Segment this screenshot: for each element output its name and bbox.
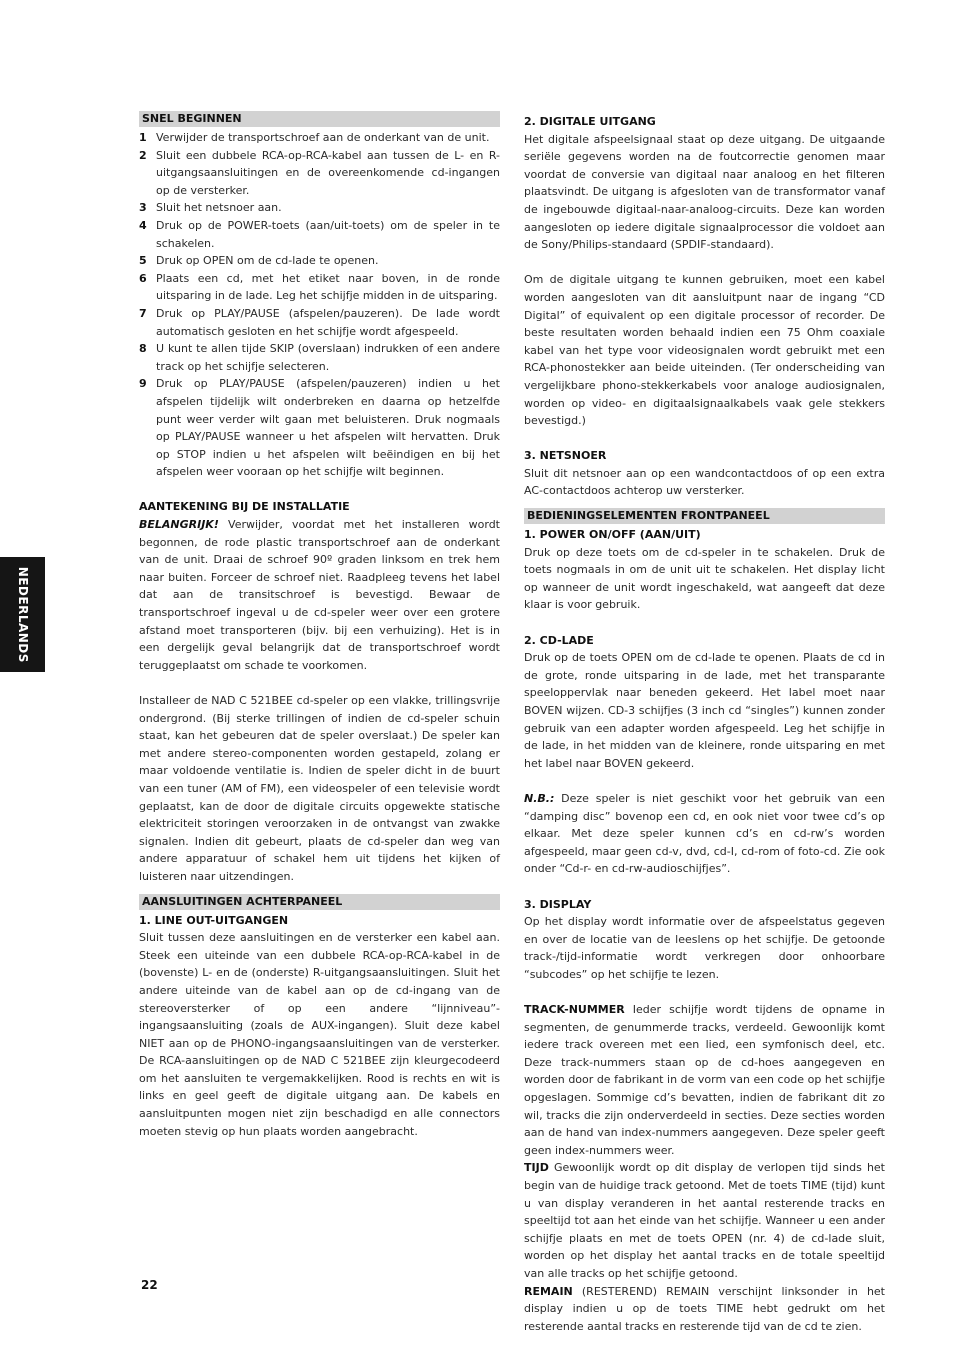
right-column: [524, 111, 885, 1335]
display-heading: 3. DISPLAY: [524, 897, 592, 911]
remain-text: (RESTEREND) REMAIN verschijnt linksonder in het display indien u op de toets TIME hebt gedrukt om het resterende aantal tracks en resterende tijd van de cd te zien.: [524, 1284, 885, 1333]
digitale-uitgang-text-2: Om de digitale uitgang te kunnen gebruiken, moet een kabel worden aangesloten van dit aansluitpunt naar de ingang “CD Digital” of equivalent op een digitale processor of recorder. De beste resultaten worden behaald indien een 75 Ohm coaxiale kabel van het type voor videosignalen wordt gebruikt met een RCA-phonostekker aan beide uiteinden. (Ter onderscheiding van vergelijkbare phono-stekkerkabels voor analoge audiosignalen, worden op video- en digitaalsignaalkabels vaak gele stekkers bevestigd.): [524, 273, 885, 428]
step-text: Druk op PLAY/PAUSE (afspelen/pauzeren) indien u het afspelen tijdelijk wilt onderbreken en daarna op hetzelfde punt weer verder wilt gaan met beluisteren. Druk nogmaals op PLAY/PAUSE wanneer u het afspelen wilt hervatten. Druk op STOP indien u het afspelen wilt beëindigen en bij het afspelen weer vooraan op het schijfje wilt beginnen.: [156, 377, 500, 479]
step-text: Sluit het netsnoer aan.: [156, 201, 282, 215]
nb-lead: N.B.:: [524, 791, 555, 805]
installatie-heading: AANTEKENING BIJ DE INSTALLATIE: [139, 500, 350, 514]
nb-paragraph: [524, 790, 885, 878]
belangrijk-lead: BELANGRIJK!: [139, 518, 219, 532]
remain-paragraph: [524, 1283, 885, 1336]
cd-lade-heading: 2. CD-LADE: [524, 633, 594, 647]
track-nummer-text: Ieder schijfje wordt tijdens de opname in segmenten, de genummerde tracks, verdeeld. Gewoonlijk komt iedere track overeen met een lied, een symfonisch deel, etc. Deze track-nummers staan op de cd-hoes aangegeven en worden door de fabrikant in de vorm van een code op het schijfje opgeslagen. Sommige cd’s bevatten, indien de fabrikant dit zo wil, tracks die zijn onderverdeeld in secties. Deze secties worden aan de hand van index-nummers aangegeven. Deze speler geeft geen index-nummers weer.: [524, 1003, 885, 1157]
line-out-heading: 1. LINE OUT-UITGANGEN: [139, 913, 289, 927]
step-number: 2: [139, 148, 147, 162]
snel-beginnen-heading: SNEL BEGINNEN: [139, 111, 500, 127]
installatie-text-1: Verwijder, voordat met het installeren wordt begonnen, de rode plastic transportschroef aan de onderkant van de unit. Draai de schroef 90º graden linksom en trek hem naar buiten. Forceer de schroef niet. Raadpleeg tevens het label dat aan de transitschroef is bevestigd. Bewaar de transportschroef ingeval u de cd-speler weer over een grotere afstand moet transporteren (bijv. bij een verhuizing). Het is in een dergelijk geval belangrijk dat de transportschroef wordt teruggeplaatst om schade te voorkomen.: [139, 518, 500, 672]
step-number: 6: [139, 271, 147, 285]
step-number: 7: [139, 306, 147, 320]
step-number: 1: [139, 131, 147, 144]
installatie-paragraph-1: [139, 516, 500, 674]
language-label: NEDERLANDS: [16, 566, 31, 663]
list-item: [139, 305, 500, 340]
step-text: Plaats een cd, met het etiket naar boven, in de ronde uitsparing in de lade. Leg het schijfje midden in de uitsparing.: [156, 271, 500, 303]
language-tab: [0, 557, 45, 672]
tijd-lead: TIJD: [524, 1161, 549, 1175]
cd-lade-text: Druk op de toets OPEN om de cd-lade te openen. Plaats de cd in de grote, ronde uitsparing in de lade, met het transparante speeloppervlak naar beneden gekeerd. Het label moet naar BOVEN wijzen. CD-3 schijfjes (3 inch cd “singles”) kunnen zonder gebruik van een adapter worden afgespeeld. Leg het schijfje in de lade, in het midden van de kleinere, ronde uitsparing en met het label naar BOVEN gekeerd.: [524, 651, 885, 770]
left-column: [139, 111, 500, 1140]
list-item: [139, 147, 500, 200]
step-text: Verwijder de transportschroef aan de onderkant van de unit.: [156, 131, 490, 144]
step-number: 5: [139, 254, 147, 268]
step-text: Druk op de POWER-toets (aan/uit-toets) om de speler in te schakelen.: [156, 218, 500, 250]
track-nummer-paragraph: [524, 1001, 885, 1159]
list-item: [139, 252, 500, 270]
frontpaneel-heading: BEDIENINGSELEMENTEN FRONTPANEEL: [524, 508, 885, 524]
digitale-uitgang-heading: 2. DIGITALE UITGANG: [524, 115, 656, 128]
installatie-paragraph-2: Installeer de NAD C 521BEE cd-speler op een vlakke, trillingsvrije ondergrond. (Bij sterke trillingen of indien de cd-speler schuin staat, kan het gebeuren dat de speler overslaat.) De speler kan met andere stereo-componenten worden gestapeld, zolang er maar voldoende ventilatie is. Indien de speler dicht in de buurt van een tuner (AM of FM), een videospeler of een televisie wordt geplaatst, kan de door de digitale circuits opgewekte statische elektriciteit storingen veroorzaken in de ontvangst van zwakke signalen. Indien dit gebeurt, plaats de cd-speler dan weg van andere apparatuur of schakel hem uit tijdens het kijken of luisteren naar uitzendingen.: [139, 694, 500, 883]
step-text: Druk op OPEN om de cd-lade te openen.: [156, 254, 379, 268]
remain-lead: REMAIN: [524, 1284, 573, 1298]
list-item: [139, 270, 500, 305]
page-number: 22: [141, 1278, 158, 1292]
step-number: 8: [139, 342, 147, 356]
step-text: Druk op PLAY/PAUSE (afspelen/pauzeren). De lade wordt automatisch gesloten en het schijfje wordt afgespeeld.: [156, 306, 500, 338]
achterpaneel-heading: AANSLUITINGEN ACHTERPANEEL: [139, 894, 500, 910]
list-item: [139, 129, 500, 147]
list-item: [139, 217, 500, 252]
netsnoer-heading: 3. NETSNOER: [524, 449, 607, 463]
track-nummer-lead: TRACK-NUMMER: [524, 1003, 625, 1017]
step-number: 4: [139, 218, 147, 232]
digitale-uitgang-text-1: Het digitale afspeelsignaal staat op deze uitgang. De uitgaande seriële gegevens worden na de foutcorrectie genomen maar voordat de conversie van digitaal naar analoog en het filteren plaatsvindt. De uitgang is afgesloten van de transformator vanaf de ingebouwde digitaal-naar-analoog-circuits. Deze kan worden aangesloten op iedere digitale signaalprocessor die voldoet aan de Sony/Philips-standaard (SPDIF-standaard).: [524, 132, 885, 252]
quick-start-steps: [139, 129, 500, 481]
tijd-text: Gewoonlijk wordt op dit display de verlopen tijd sinds het begin van de huidige track getoond. Met de toets TIME (tijd) kunt u van display veranderen in het aantal resterende tracks en speeltijd tot aan het einde van het schijfje. Wanneer u een ander schijfje plaats en met de toets OPEN (nr. 4) de cd-lade sluit, worden op het display het aantal tracks en de totale speeltijd van alle tracks op het schijfje getoond.: [524, 1161, 885, 1280]
nb-text: Deze speler is niet geschikt voor het gebruik van een “damping disc” bovenop een cd, en ook niet voor twee cd’s op elkaar. Met deze speler kunnen cd’s en cd-rw’s worden afgespeeld, maar geen cd-v, dvd, cd-I, cd-rom of foto-cd. Zie ook onder “Cd-r- en cd-rw-audioschijfjes”.: [524, 791, 885, 876]
step-number: 3: [139, 201, 147, 215]
list-item: [139, 375, 500, 481]
display-text: Op het display wordt informatie over de afspeelstatus gegeven en over de locatie van de leeslens op het schijfje. De getoonde track-/tijd-informatie wordt verkregen door onhoorbare “subcodes” op het schijfje te lezen.: [524, 915, 885, 981]
step-number: 9: [139, 377, 147, 391]
netsnoer-text: Sluit dit netsnoer aan op een wandcontactdoos of op een extra AC-contactdoos achterop uw versterker.: [524, 466, 885, 498]
tijd-paragraph: [524, 1159, 885, 1282]
step-text: Sluit een dubbele RCA-op-RCA-kabel aan tussen de L- en R-uitgangsaansluitingen en de overeenkomende cd-ingangen op de versterker.: [156, 148, 500, 197]
step-text: U kunt te allen tijde SKIP (overslaan) indrukken of een andere track op het schijfje selecteren.: [156, 342, 500, 373]
list-item: [139, 340, 500, 375]
power-heading: 1. POWER ON/OFF (AAN/UIT): [524, 528, 701, 542]
power-text: Druk op deze toets om de cd-speler in te schakelen. Druk de toets nogmaals in om de unit uit te schakelen. Het display licht op wanneer de unit wordt ingeschakeld, wat aangeeft dat deze klaar is voor gebruik.: [524, 545, 885, 612]
list-item: [139, 199, 500, 217]
line-out-text: Sluit tussen deze aansluitingen en de versterker een kabel aan. Steek een uiteinde van een dubbele RCA-op-RCA-kabel in de (bovenste) L- en de (onderste) R-uitgangsaansluitingen. Sluit het andere uiteinde van de kabel aan op de cd-ingang van de stereoversterker of op een andere “lijnniveau”-ingangsaansluiting (zoals de AUX-ingangen). Sluit deze kabel NIET aan op de PHONO-ingangsaansluitingen van de versterker. De RCA-aansluitingen op de NAD C 521BEE zijn kleurgecodeerd om het aansluiten te vergemakkelijken. Rood is rechts en wit is links en geel geeft de digitale uitgang aan. De kabels en aansluitpunten mogen niet zijn beschadigd en alle connectors moeten stevig op hun plaats worden aangebracht.: [139, 931, 500, 1138]
